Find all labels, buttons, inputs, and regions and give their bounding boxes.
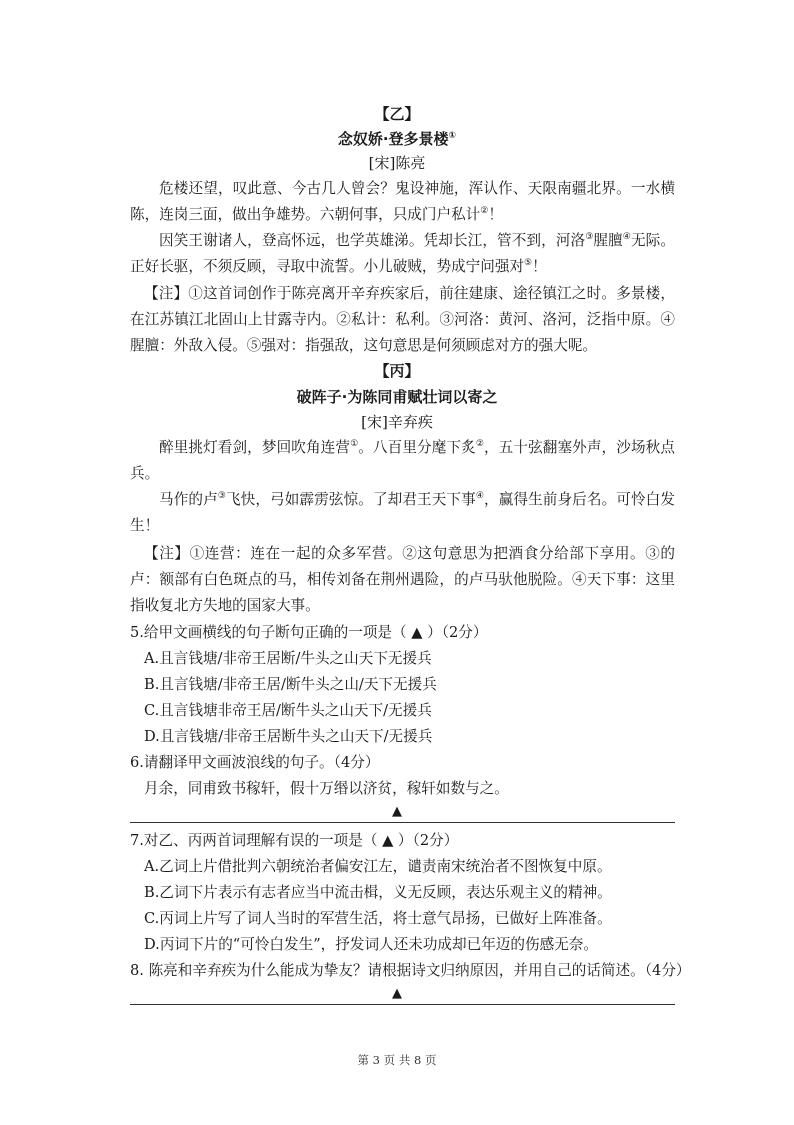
question-7-option-d[interactable]: D.丙词下片的“可怜白发生”，抒发词人还未功成却已年迈的伤感无奈。	[144, 936, 598, 953]
poem-yi-stanza-2: 因笑王谢诸人，登高怀远，也学英雄涕。凭却长江，管不到，河洛③腥膻④无际。正好长驱，不须反顾，寻取中流誓。小儿破贼，势成宁问强对⑤！	[130, 232, 675, 275]
poem-bing-stanza-1: 醉里挑灯看剑，梦回吹角连营①。八百里分麾下炙②，五十弦翻塞外声，沙场秋点兵。	[130, 439, 675, 482]
section-bing-label: 【丙】	[374, 362, 420, 380]
question-6: 6.请翻译甲文画波浪线的句子。（4分）	[130, 754, 380, 771]
page-footer: 第 3 页 共 8 页	[357, 1053, 437, 1067]
poem-yi-title: 念奴娇·登多景楼①	[337, 130, 457, 148]
answer-marker-q8: ▲	[392, 986, 402, 1001]
question-8: 8. 陈亮和辛弃疾为什么能成为挚友？请根据诗文归纳原因，并用自己的话简述。（4分）	[130, 962, 691, 979]
poem-yi-notes: 【注】①这首词创作于陈亮离开辛弃疾家后，前往建康、途径镇江之时。多景楼，在江苏镇江北固山上甘露寺内。②私计：私利。③河洛：黄河、洛河，泛指中原。④腥膻：外敌入侵。⑤强对：指强敌，这句意思是何须顾虑对方的强大呢。	[130, 285, 675, 354]
poem-bing-title: 破阵子·为陈同甫赋壮词以寄之	[296, 388, 498, 406]
answer-line-q6[interactable]	[130, 822, 675, 823]
question-5-option-d[interactable]: D.且言钱塘/非帝王居断牛头之山天下/无援兵	[144, 728, 433, 745]
question-7: 7.对乙、丙两首词理解有误的一项是（ ▲ ）（2分）	[130, 832, 459, 849]
poem-yi-author: [宋]陈亮	[368, 154, 426, 172]
question-7-option-a[interactable]: A.乙词上片借批判六朝统治者偏安江左，谴责南宋统治者不图恢复中原。	[144, 858, 612, 875]
poem-bing-author: [宋]辛弃疾	[361, 413, 433, 431]
question-7-option-b[interactable]: B.乙词下片表示有志者应当中流击楫，义无反顾，表达乐观主义的精神。	[144, 884, 612, 901]
section-yi-label: 【乙】	[374, 105, 420, 123]
question-5-option-c[interactable]: C.且言钱塘非帝王居/断牛头之山天下/无援兵	[144, 702, 432, 719]
question-7-option-c[interactable]: C.丙词上片写了词人当时的军营生活，将士意气昂扬，已做好上阵准备。	[144, 910, 612, 927]
poem-bing-stanza-2: 马作的卢③飞快，弓如霹雳弦惊。了却君王天下事④，赢得生前身后名。可怜白发生！	[130, 491, 675, 534]
answer-line-q8[interactable]	[130, 1004, 675, 1005]
question-5: 5.给甲文画横线的句子断句正确的一项是（ ▲ ）（2分）	[130, 624, 488, 641]
question-5-option-b[interactable]: B.且言钱塘/非帝王居/断牛头之山/天下无援兵	[144, 676, 437, 693]
answer-marker-q6: ▲	[392, 804, 402, 819]
poem-yi-stanza-1: 危楼还望，叹此意、今古几人曾会？鬼设神施，浑认作、天限南疆北界。一水横陈，连岗三面，做出争雄势。六朝何事，只成门户私计②！	[130, 180, 675, 223]
question-6-sentence: 月余，同甫致书稼轩，假十万缗以济贫，稼轩如数与之。	[144, 780, 509, 797]
question-5-option-a[interactable]: A.且言钱塘/非帝王居断/牛头之山天下无援兵	[144, 650, 432, 667]
poem-bing-notes: 【注】①连营：连在一起的众多军营。②这句意思为把酒食分给部下享用。③的卢：额部有白色斑点的马，相传刘备在荆州遇险，的卢马驮他脱险。④天下事：这里指收复北方失地的国家大事。	[130, 545, 675, 614]
